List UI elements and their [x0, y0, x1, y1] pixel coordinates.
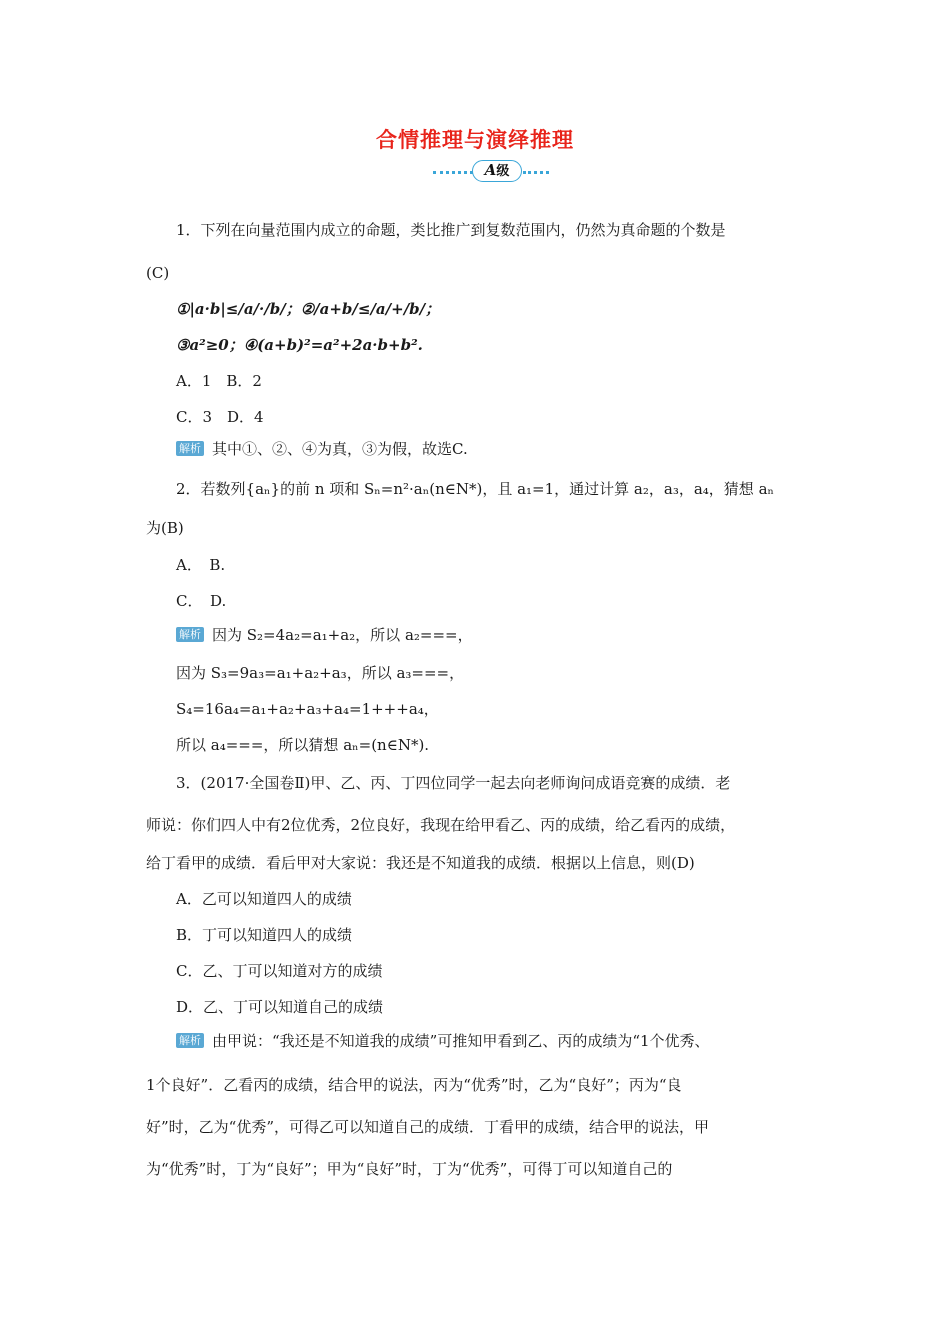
q1-analysis-text: 其中①、②、④为真，③为假，故选C. — [212, 440, 468, 458]
q2-stem-line2: 为(B) — [146, 519, 184, 537]
q1-propositions-line2: ③a²≥0；④(a+b)²=a²+2a·b+b². — [176, 336, 423, 354]
q3-option-b: B．丁可以知道四人的成绩 — [176, 926, 353, 944]
q1-propositions-line1: ①|a·b|≤/a/·/b/；②/a+b/≤/a/+/b/； — [176, 300, 441, 318]
analysis-badge: 解析 — [176, 627, 204, 642]
q3-analysis-line1 — [176, 1030, 710, 1052]
q2-options-cd: C． D. — [176, 592, 227, 610]
q2-analysis-line3: S₄=16a₄=a₁+a₂+a₃+a₄=1+++a₄， — [176, 700, 439, 718]
analysis-badge: 解析 — [176, 1033, 204, 1048]
q3-option-d: D．乙、丁可以知道自己的成绩 — [176, 998, 384, 1016]
q3-option-a: A．乙可以知道四人的成绩 — [176, 890, 352, 908]
decorative-dots-left — [433, 171, 473, 174]
q1-stem-line1: 1．下列在向量范围内成立的命题，类比推广到复数范围内，仍然为真命题的个数是 — [176, 221, 726, 239]
q1-options-cd: C．3 D．4 — [176, 408, 264, 426]
q1-stem-line2: (C) — [146, 264, 170, 282]
q3-stem-line2: 师说：你们四人中有2位优秀，2位良好，我现在给甲看乙、丙的成绩，给乙看丙的成绩， — [146, 816, 736, 834]
analysis-badge: 解析 — [176, 441, 204, 456]
q2-analysis-line1 — [176, 624, 473, 646]
q3-analysis-line2: 1个良好”．乙看丙的成绩，结合甲的说法，丙为“优秀”时，乙为“良好”；丙为“良 — [146, 1076, 682, 1094]
decorative-dots-right — [523, 171, 549, 174]
q3-stem-line3: 给丁看甲的成绩．看后甲对大家说：我还是不知道我的成绩．根据以上信息，则(D) — [146, 854, 695, 872]
q3-analysis-text1: 由甲说：“我还是不知道我的成绩”可推知甲看到乙、丙的成绩为“1个优秀、 — [212, 1032, 710, 1050]
q3-analysis-line4: 为“优秀”时，丁为“良好”；甲为“良好”时，丁为“优秀”，可得丁可以知道自己的 — [146, 1160, 673, 1178]
q2-analysis-line4: 所以 a₄===，所以猜想 aₙ=(n∈N*). — [176, 736, 430, 754]
q3-analysis-line3: 好”时，乙为“优秀”，可得乙可以知道自己的成绩．丁看甲的成绩，结合甲的说法，甲 — [146, 1118, 710, 1136]
q3-stem-line1: 3．(2017·全国卷Ⅱ)甲、乙、丙、丁四位同学一起去向老师询问成语竞赛的成绩．老 — [176, 774, 731, 792]
level-suffix: 级 — [496, 164, 510, 179]
level-header — [0, 160, 950, 184]
level-letter: A — [484, 161, 497, 179]
q2-options-ab: A． B. — [176, 556, 226, 574]
q1-options-ab: A．1 B．2 — [176, 372, 262, 390]
q1-analysis — [176, 438, 468, 460]
q2-analysis-line2: 因为 S₃=9a₃=a₁+a₂+a₃，所以 a₃===， — [176, 664, 465, 682]
q2-analysis-text1: 因为 S₂=4a₂=a₁+a₂，所以 a₂===， — [212, 626, 473, 644]
q2-stem-line1: 2．若数列{aₙ}的前 n 项和 Sₙ=n²·aₙ(n∈N*)，且 a₁=1，通过计算 a₂，a₃，a₄，猜想 aₙ — [176, 480, 775, 498]
page-title: 合情推理与演绎推理 — [376, 127, 574, 152]
level-badge — [472, 160, 522, 182]
q3-option-c: C．乙、丁可以知道对方的成绩 — [176, 962, 383, 980]
